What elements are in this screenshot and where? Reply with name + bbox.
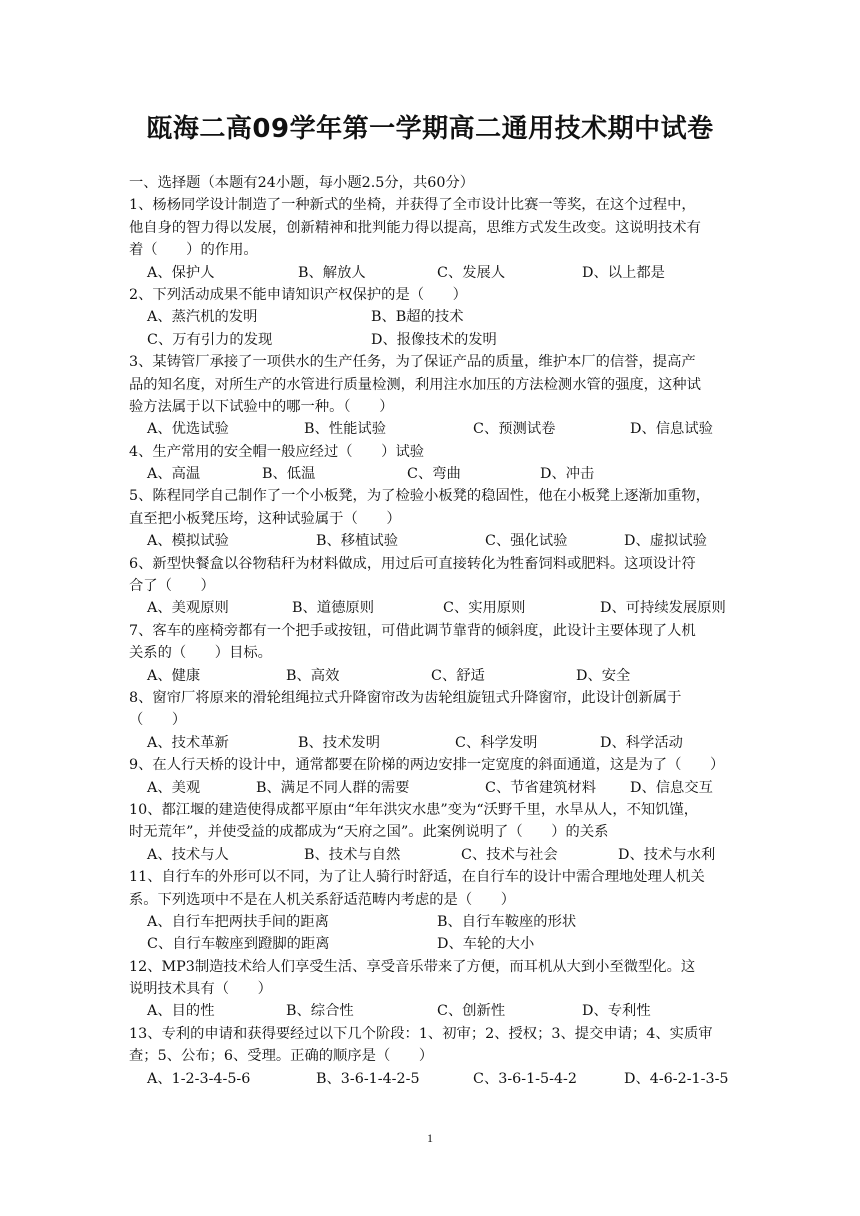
answer-option: C、实用原则 [443, 600, 526, 617]
answer-option: B、道德原则 [292, 600, 374, 617]
answer-option: D、可持续发展原则 [600, 600, 726, 617]
question-text-line: 关系的（ ）目标。 [129, 645, 272, 662]
answer-option: B、移植试验 [316, 533, 398, 550]
answer-option: C、技术与社会 [461, 846, 558, 863]
question-text-line: 合了（ ） [129, 578, 215, 595]
answer-option: B、3-6-1-4-2-5 [316, 1070, 420, 1087]
answer-option: A、自行车把两扶手间的距离 [147, 913, 329, 930]
answer-option: B、满足不同人群的需要 [256, 779, 410, 796]
answer-option: A、蒸汽机的发明 [147, 309, 258, 326]
page-title: 瓯海二高09学年第一学期高二通用技术期中试卷 [146, 114, 714, 144]
answer-option: C、强化试验 [485, 533, 568, 550]
question-text-line: 验方法属于以下试验中的哪一种。（ ） [129, 398, 394, 415]
question-text-line: 7、客车的座椅旁都有一个把手或按钮，可借此调节靠背的倾斜度，此设计主要体现了人机 [129, 622, 696, 639]
question-text-line: 系。下列选项中不是在人机关系舒适范畴内考虑的是（ ） [129, 891, 516, 908]
question-text-line: 6、新型快餐盒以谷物秸秆为材料做成，用过后可直接转化为牲畜饲料或肥料。这项设计符 [129, 555, 696, 572]
answer-option: B、技术发明 [298, 734, 380, 751]
answer-option: D、安全 [576, 667, 631, 684]
answer-options-row [129, 1068, 733, 1090]
answer-option: D、报像技术的发明 [371, 331, 497, 348]
answer-option: A、优选试验 [147, 421, 229, 438]
answer-options-row [129, 329, 733, 351]
answer-option: C、舒适 [431, 667, 485, 684]
answer-option: D、专利性 [582, 1003, 651, 1020]
answer-option: D、车轮的大小 [437, 936, 535, 953]
answer-option: D、技术与水利 [618, 846, 716, 863]
answer-options-row [129, 418, 733, 440]
question-text-line: 13、专利的申请和获得要经过以下几个阶段：1、初审；2、授权；3、提交申请；4、实质审 [129, 1025, 713, 1042]
answer-options-row [129, 911, 733, 933]
question-text-line: 说明技术具有（ ） [129, 981, 272, 998]
answer-option: A、健康 [147, 667, 201, 684]
answer-options-row [129, 844, 733, 866]
answer-option: B、性能试验 [304, 421, 386, 438]
answer-options-row [129, 665, 733, 687]
question-text-line: 5、陈程同学自己制作了一个小板凳，为了检验小板凳的稳固性，他在小板凳上逐渐加重物， [129, 488, 710, 505]
answer-options-row [129, 732, 733, 754]
answer-option: B、综合性 [286, 1003, 354, 1020]
question-text-line: 11、自行车的外形可以不同，为了让人骑行时舒适，在自行车的设计中需合理地处理人机关 [129, 869, 705, 886]
answer-option: C、预测试卷 [473, 421, 556, 438]
answer-option: A、技术与人 [147, 846, 229, 863]
question-text-line: 他自身的智力得以发展，创新精神和批判能力得以提高，思维方式发生改变。这说明技术有 [129, 219, 701, 236]
question-text-line: 10、都江堰的建造使得成都平原由“年年洪灾水患”变为“沃野千里，水旱从人，不知饥馑， [129, 801, 699, 818]
question-text-line: （ ） [129, 712, 187, 729]
answer-options-row [129, 262, 733, 284]
answer-options-row [129, 530, 733, 552]
question-text-line: 12、MP3制造技术给人们享受生活、享受音乐带来了方便，而耳机从大到小至微型化。这 [129, 958, 696, 975]
answer-option: C、3-6-1-5-4-2 [473, 1070, 577, 1087]
question-text-line: 8、窗帘厂将原来的滑轮组绳拉式升降窗帘改为齿轮组旋钮式升降窗帘，此设计创新属于 [129, 689, 682, 706]
answer-option: A、高温 [147, 466, 201, 483]
answer-option: C、万有引力的发现 [147, 331, 273, 348]
answer-options-row [129, 933, 733, 955]
answer-option: A、保护人 [147, 264, 215, 281]
answer-option: C、自行车鞍座到蹬脚的距离 [147, 936, 330, 953]
answer-option: B、B超的技术 [371, 309, 464, 326]
answer-option: A、美观原则 [147, 600, 229, 617]
answer-options-row [129, 597, 733, 619]
answer-option: D、以上都是 [582, 264, 665, 281]
answer-option: A、美观 [147, 779, 201, 796]
answer-option: B、技术与自然 [304, 846, 401, 863]
answer-option: A、模拟试验 [147, 533, 229, 550]
question-text-line: 1、杨杨同学设计制造了一种新式的坐椅，并获得了全市设计比赛一等奖，在这个过程中， [129, 197, 696, 214]
page-number: 1 [427, 1131, 433, 1145]
answer-option: D、科学活动 [600, 734, 683, 751]
answer-option: B、自行车鞍座的形状 [437, 913, 577, 930]
answer-option: C、创新性 [437, 1003, 506, 1020]
question-text-line: 2、下列活动成果不能申请知识产权保护的是（ ） [129, 286, 467, 303]
answer-option: C、节省建筑材料 [485, 779, 597, 796]
answer-option: C、发展人 [437, 264, 506, 281]
answer-option: A、1-2-3-4-5-6 [147, 1070, 251, 1087]
answer-option: A、技术革新 [147, 734, 229, 751]
answer-option: B、高效 [286, 667, 340, 684]
question-text-line: 3、某铸管厂承接了一项供水的生产任务，为了保证产品的质量，维护本厂的信誉，提高产 [129, 354, 696, 371]
question-text-line: 一、选择题（本题有24小题，每小题2.5分，共60分） [129, 175, 475, 191]
answer-option: D、信息交互 [630, 779, 713, 796]
question-text-line: 时无荒年”，并使受益的成都成为“天府之国”。此案例说明了（ ）的关系 [129, 824, 609, 841]
answer-option: D、冲击 [540, 466, 595, 483]
answer-option: D、信息试验 [630, 421, 713, 438]
question-body [129, 172, 733, 1090]
answer-option: C、科学发明 [455, 734, 538, 751]
question-text-line: 品的知名度，对所生产的水管进行质量检测，利用注水加压的方法检测水管的强度，这种试 [129, 376, 701, 393]
answer-option: D、4-6-2-1-3-5 [624, 1070, 729, 1087]
answer-options-row [129, 306, 733, 328]
answer-options-row [129, 777, 733, 799]
question-text-line: 直至把小板凳压垮，这种试验属于（ ） [129, 510, 401, 527]
answer-options-row [129, 463, 733, 485]
answer-option: A、目的性 [147, 1003, 215, 1020]
question-text-line: 查；5、公布；6、受理。正确的顺序是（ ） [129, 1048, 434, 1065]
question-text-line: 4、生产常用的安全帽一般应经过（ ）试验 [129, 443, 425, 460]
question-text-line: 9、在人行天桥的设计中，通常都要在阶梯的两边安排一定宽度的斜面通道，这是为了（ ） [129, 757, 725, 774]
question-text-line: 着（ ）的作用。 [129, 242, 258, 259]
answer-options-row [129, 1000, 733, 1022]
answer-option: D、虚拟试验 [624, 533, 707, 550]
answer-option: C、弯曲 [407, 466, 461, 483]
answer-option: B、低温 [262, 466, 316, 483]
answer-option: B、解放人 [298, 264, 366, 281]
